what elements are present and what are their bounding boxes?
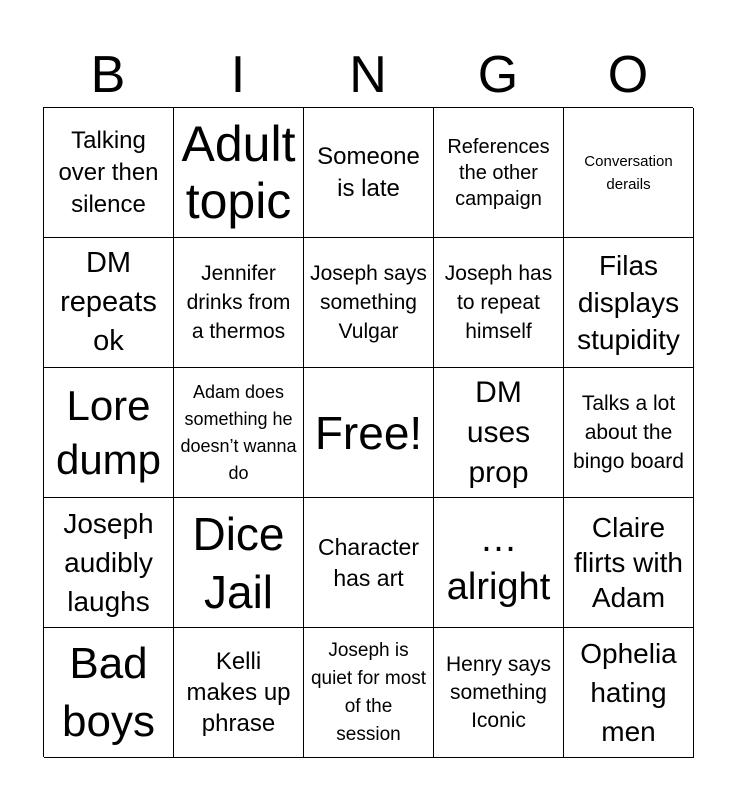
- cell-text: Someone is late: [317, 142, 420, 202]
- cell-text: References the other campaign: [447, 135, 550, 210]
- bingo-cell-i1[interactable]: [174, 108, 304, 238]
- bingo-cell-i5[interactable]: [174, 628, 304, 758]
- header-letter-b: B: [90, 46, 126, 104]
- bingo-cell-g2[interactable]: [434, 238, 564, 368]
- bingo-cell-o1[interactable]: [564, 108, 694, 238]
- cell-text: Conversation derails: [584, 152, 673, 193]
- cell-text: Adam does something he doesn’t wanna do: [180, 381, 297, 483]
- bingo-cell-b4[interactable]: [44, 498, 174, 628]
- cell-text: Kelli makes up phrase: [186, 648, 291, 737]
- bingo-cell-n3[interactable]: [304, 368, 434, 498]
- bingo-cell-n4[interactable]: [304, 498, 434, 628]
- cell-text: Adult topic: [181, 115, 296, 229]
- bingo-cell-i2[interactable]: [174, 238, 304, 368]
- bingo-cell-n2[interactable]: [304, 238, 434, 368]
- bingo-cell-g4[interactable]: [434, 498, 564, 628]
- header-letter-g: G: [477, 46, 519, 104]
- bingo-cell-g3[interactable]: [434, 368, 564, 498]
- bingo-cell-n5[interactable]: [304, 628, 434, 758]
- cell-text: Jennifer drinks from a thermos: [186, 262, 291, 343]
- bingo-cell-i3[interactable]: [174, 368, 304, 498]
- cell-text: Joseph audibly laughs: [63, 508, 154, 617]
- cell-text: Character has art: [318, 533, 419, 591]
- bingo-cell-b3[interactable]: [44, 368, 174, 498]
- bingo-board: [43, 107, 693, 757]
- cell-text: DM uses prop: [466, 375, 531, 489]
- bingo-cell-g5[interactable]: [434, 628, 564, 758]
- bingo-cell-o3[interactable]: [564, 368, 694, 498]
- bingo-cell-o4[interactable]: [564, 498, 694, 628]
- cell-text: Bad boys: [62, 638, 155, 746]
- free-space-text: Free!: [314, 406, 423, 459]
- cell-text: … alright: [446, 517, 551, 608]
- cell-text: Joseph has to repeat himself: [444, 262, 553, 343]
- bingo-cell-o5[interactable]: [564, 628, 694, 758]
- bingo-cell-o2[interactable]: [564, 238, 694, 368]
- bingo-cell-b1[interactable]: [44, 108, 174, 238]
- bingo-cell-b2[interactable]: [44, 238, 174, 368]
- cell-text: Claire flirts with Adam: [574, 512, 683, 613]
- bingo-header: [43, 42, 693, 108]
- bingo-cell-n1[interactable]: [304, 108, 434, 238]
- cell-text: Joseph says something Vulgar: [310, 262, 427, 343]
- header-letter-o: O: [607, 46, 649, 104]
- cell-text: Dice Jail: [192, 507, 285, 618]
- cell-text: Ophelia hating men: [580, 638, 677, 747]
- cell-text: Lore dump: [55, 381, 162, 483]
- cell-text: Filas displays stupidity: [577, 250, 680, 355]
- bingo-cell-i4[interactable]: [174, 498, 304, 628]
- cell-text: DM repeats ok: [60, 247, 157, 357]
- cell-text: Talking over then silence: [58, 126, 159, 218]
- cell-text: Henry says something Iconic: [445, 652, 552, 732]
- header-letter-n: N: [349, 46, 387, 104]
- bingo-cell-b5[interactable]: [44, 628, 174, 758]
- cell-text: Talks a lot about the bingo board: [573, 392, 684, 473]
- bingo-cell-g1[interactable]: [434, 108, 564, 238]
- cell-text: Joseph is quiet for most of the session: [310, 639, 427, 745]
- header-letter-i: I: [230, 46, 246, 104]
